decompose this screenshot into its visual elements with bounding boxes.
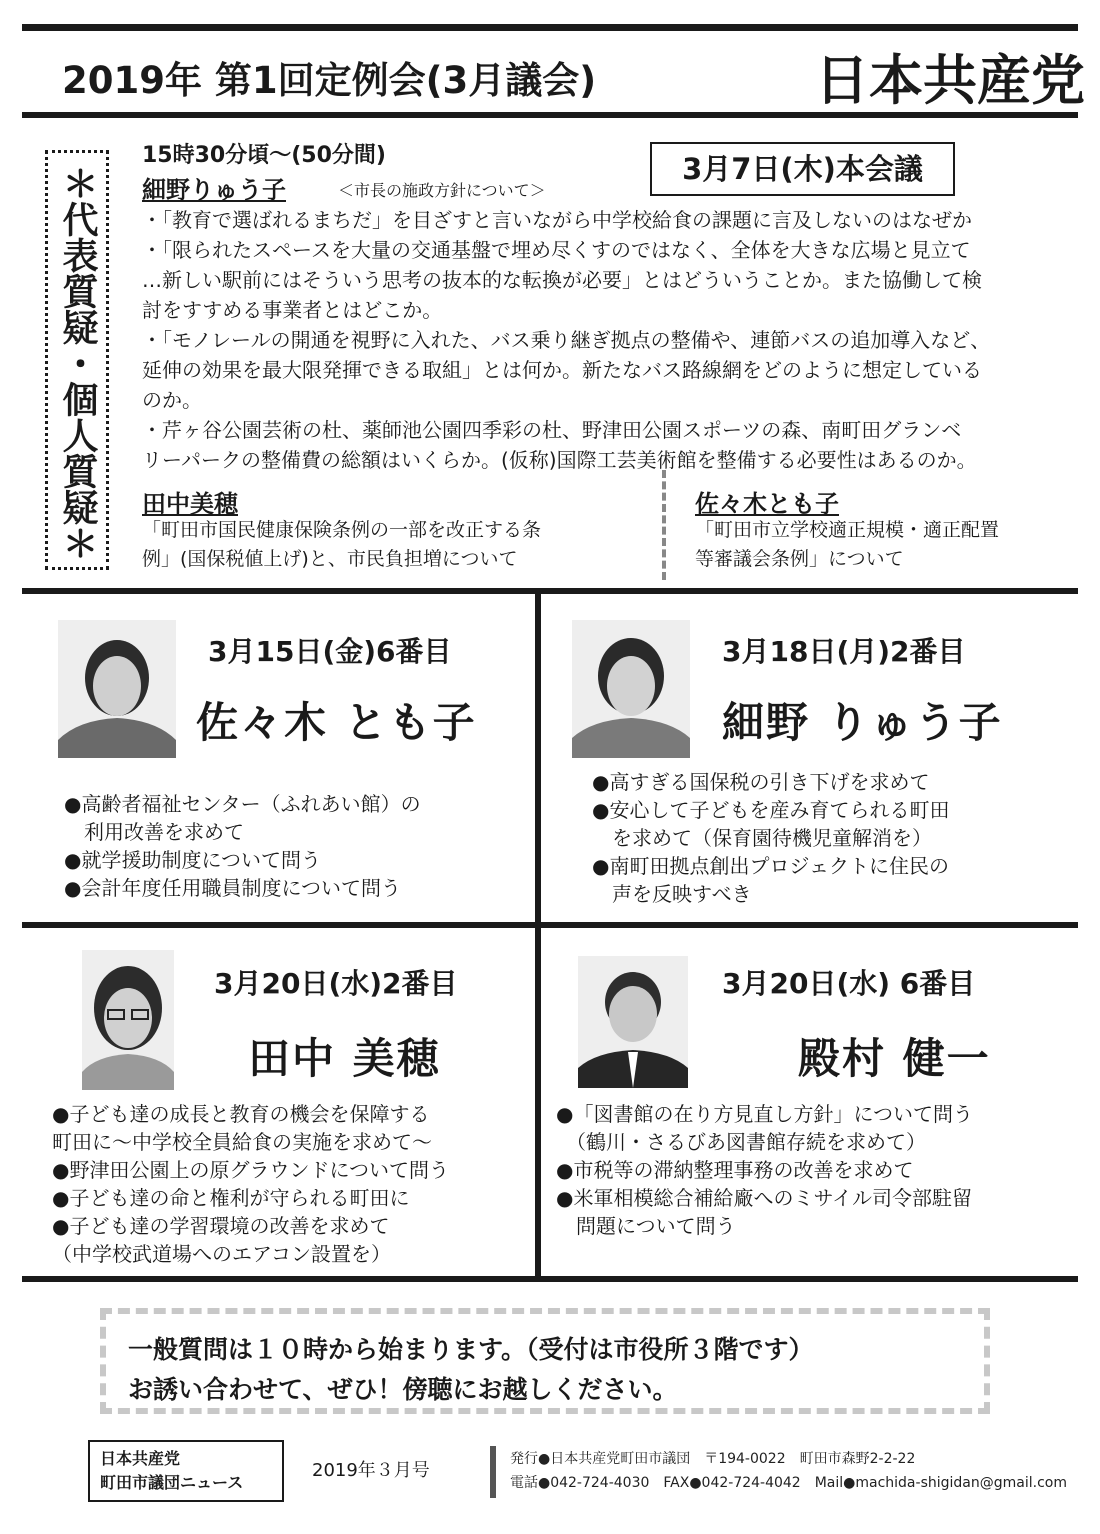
- topic-item: 利用改善を求めて: [64, 820, 244, 844]
- topic-item: ●高すぎる国保税の引き下げを求めて: [592, 770, 930, 794]
- sub-right-line: 等審議会条例」について: [695, 548, 904, 570]
- rep-question-line: …新しい駅前にはそういう思考の抜本的な転換が必要」とはどういうことか。また協働して検: [142, 268, 982, 292]
- person-photo-icon: [572, 620, 690, 758]
- page-title: 2019年 第1回定例会(3月議会): [62, 59, 597, 102]
- panel-speaker-name: 田中 美穂: [248, 1034, 441, 1083]
- topic-item: ●会計年度任用職員制度について問う: [64, 876, 402, 900]
- grid-rule-top: [22, 588, 1078, 594]
- topic-item: ●米軍相模総合補給廠へのミサイル司令部駐留: [556, 1186, 973, 1210]
- topic-item: を求めて（保育園待機児童解消を）: [592, 826, 932, 850]
- panel-date: 3月20日(水) 6番目: [722, 967, 976, 1000]
- rep-question-line: のか。: [142, 388, 202, 412]
- sub-right-line: 「町田市立学校適正規模・適正配置: [695, 519, 1000, 541]
- avatar: [58, 620, 176, 758]
- footer-divider: [490, 1446, 496, 1498]
- topic-item: ●安心して子どもを産み育てられる町田: [592, 798, 950, 822]
- panel-topics: [64, 790, 421, 902]
- panel-speaker-name: 殿村 健一: [798, 1034, 991, 1083]
- panel-topics: [556, 1100, 973, 1240]
- sub-left-name: 田中美穂: [142, 490, 238, 518]
- plenary-date: 3月7日(木)本会議: [650, 142, 955, 196]
- person-photo-icon: [82, 950, 174, 1090]
- issue-date: 2019年３月号: [312, 1460, 430, 1481]
- rep-question-line: 討をすすめる事業者とはどこか。: [142, 298, 443, 322]
- newsletter-title: 町田市議団ニュース: [100, 1473, 244, 1492]
- rep-speaker-name: 細野りゅう子: [142, 176, 286, 204]
- notice-line: お誘い合わせて、ぜひ！傍聴にお越しください。: [128, 1375, 678, 1404]
- session-time: 15時30分頃〜(50分間): [142, 143, 386, 168]
- topic-item: 問題について問う: [556, 1214, 736, 1238]
- sub-left-text: [142, 516, 541, 574]
- sub-left-line: 「町田市国民健康保険条例の一部を改正する条: [142, 519, 542, 541]
- topic-item: ●子ども達の学習環境の改善を求めて: [52, 1214, 390, 1238]
- person-photo-icon: [58, 620, 176, 758]
- sub-divider: [662, 470, 666, 580]
- sub-right-text: [695, 516, 999, 574]
- topic-item: 町田に〜中学校全員給食の実施を求めて〜: [52, 1130, 432, 1154]
- newsletter-name-box: [88, 1440, 284, 1502]
- panel-date: 3月20日(水)2番目: [214, 967, 458, 1000]
- grid-rule-vertical: [535, 588, 541, 1282]
- rep-speaker-topic: ＜市長の施政方針について＞: [338, 181, 546, 200]
- newsletter-publisher: 日本共産党: [100, 1449, 181, 1468]
- panel-topics: [52, 1100, 449, 1268]
- sub-left-line: 例」(国保税値上げ)と、市民負担増について: [142, 548, 518, 570]
- topic-item: （鶴川・さるびあ図書館存続を求めて）: [556, 1130, 926, 1154]
- side-label-box: [45, 150, 109, 570]
- topic-item: ●南町田拠点創出プロジェクトに住民の: [592, 854, 950, 878]
- topic-item: ●市税等の滞納整理事務の改善を求めて: [556, 1158, 914, 1182]
- rep-question-line: 延伸の効果を最大限発揮できる取組」とは何か。新たなバス路線網をどのように想定している: [142, 358, 982, 382]
- panel-date: 3月18日(月)2番目: [722, 635, 966, 668]
- avatar: [572, 620, 690, 758]
- panel-speaker-name: 佐々木 とも子: [196, 698, 477, 747]
- notice-line: 一般質問は１０時から始まります。（受付は市役所３階です）: [128, 1335, 814, 1364]
- avatar: [82, 950, 174, 1090]
- panel-topics: [592, 768, 949, 908]
- rep-question-line: ・芹ヶ谷公園芸術の杜、薬師池公園四季彩の杜、野津田公園スポーツの森、南町田グランベ: [142, 418, 962, 442]
- topic-item: ●野津田公園上の原グラウンドについて問う: [52, 1158, 450, 1182]
- topic-item: ●「図書館の在り方見直し方針」について問う: [556, 1102, 974, 1126]
- topic-item: ●就学援助制度について問う: [64, 848, 322, 872]
- rep-question-line: リーパークの整備費の総額はいくらか。(仮称)国際工芸美術館を整備する必要性はあるのか。: [142, 448, 977, 472]
- grid-rule-middle: [22, 922, 1078, 928]
- publisher-address: 発行●日本共産党町田市議団 〒194-0022 町田市森野2-2-22: [510, 1451, 916, 1467]
- topic-item: （中学校武道場へのエアコン設置を）: [52, 1242, 391, 1266]
- party-name: 日本共産党: [815, 49, 1085, 112]
- rep-question-line: ・「モノレールの開通を視野に入れた、バス乗り継ぎ拠点の整備や、連節バスの追加導入など、: [142, 328, 991, 352]
- rep-question-line: ・「限られたスペースを大量の交通基盤で埋め尽くすのではなく、全体を大きな広場と見立て: [142, 238, 971, 262]
- person-photo-icon: [578, 956, 688, 1088]
- top-rule: [22, 24, 1078, 31]
- topic-item: ●子ども達の命と権利が守られる町田に: [52, 1186, 410, 1210]
- side-label: ＊代表質疑・個人質疑＊: [57, 165, 98, 561]
- topic-item: 声を反映すべき: [592, 882, 752, 906]
- panel-speaker-name: 細野 りゅう子: [722, 698, 1003, 747]
- sub-right-name: 佐々木とも子: [695, 490, 839, 518]
- panel-date: 3月15日(金)6番目: [208, 635, 452, 668]
- rep-question-line: ・「教育で選ばれるまちだ」を目ざすと言いながら中学校給食の課題に言及しないのはなぜか: [142, 208, 972, 232]
- topic-item: ●高齢者福祉センター（ふれあい館）の: [64, 792, 421, 816]
- topic-item: ●子ども達の成長と教育の機会を保障する: [52, 1102, 430, 1126]
- avatar: [578, 956, 688, 1088]
- rep-question-list: [142, 205, 1067, 475]
- grid-rule-bottom: [22, 1276, 1078, 1282]
- notice-box: [100, 1308, 990, 1414]
- contact-info: 電話●042-724-4030 FAX●042-724-4042 Mail●machida-shigidan@gmail.com: [510, 1475, 1067, 1491]
